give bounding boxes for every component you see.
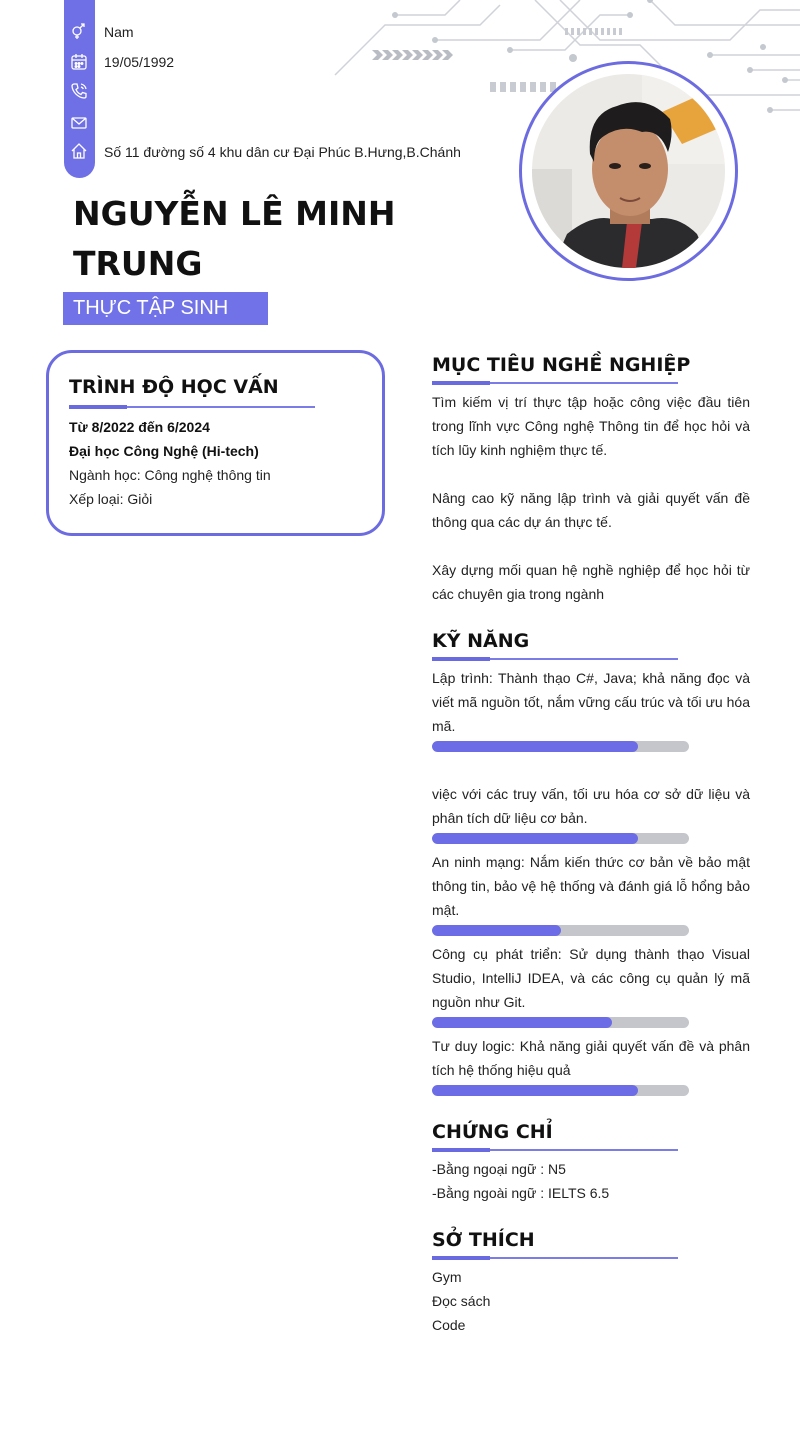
gender-icon: [70, 22, 88, 40]
candidate-name-line2: TRUNG: [73, 244, 203, 283]
skill-level-bar: [432, 925, 689, 936]
objective-paragraph-2: Nâng cao kỹ năng lập trình và giải quyết vấn đề thông qua các dự án thực tế.: [432, 490, 750, 530]
hobbies-divider-accent: [432, 1256, 490, 1260]
skill-level-bar: [432, 741, 689, 752]
objective-paragraph-1: Tìm kiếm vị trí thực tập hoặc công việc đầu tiên trong lĩnh vực Công nghệ Thông tin để học hỏi và tích lũy kinh nghiệm thực tế.: [432, 394, 750, 458]
calendar-icon: [70, 53, 88, 71]
hobby-item: Gym: [432, 1269, 462, 1285]
skill-text: việc với các truy vấn, tối ưu hóa cơ sở dữ liệu và phân tích dữ liệu cơ bản.: [432, 786, 750, 826]
education-grade: Xếp loại: Giỏi: [69, 491, 153, 507]
skill-level-bar: [432, 1085, 689, 1096]
skill-level-fill: [432, 741, 638, 752]
skill-text: Tư duy logic: Khả năng giải quyết vấn đề và phân tích hệ thống hiệu quả: [432, 1038, 750, 1078]
skill-level-fill: [432, 1085, 638, 1096]
skill-text: Lập trình: Thành thạo C#, Java; khả năng đọc và viết mã nguồn tốt, nắm vững cấu trúc và tối ưu hóa mã.: [432, 670, 750, 734]
skill-level-bar: [432, 1017, 689, 1028]
skill-text: Công cụ phát triển: Sử dụng thành thạo Visual Studio, IntelliJ IDEA, và các công cụ quản lý mã nguồn như Git.: [432, 946, 750, 1010]
objective-title: MỤC TIÊU NGHỀ NGHIỆP: [432, 354, 691, 376]
hobby-item: Code: [432, 1317, 466, 1333]
certificate-item: -Bằng ngoài ngữ : IELTS 6.5: [432, 1185, 610, 1201]
certificates-title: CHỨNG CHỈ: [432, 1121, 553, 1143]
education-title: TRÌNH ĐỘ HỌC VẤN: [69, 376, 279, 398]
home-icon: [70, 142, 88, 160]
skill-level-fill: [432, 833, 638, 844]
education-major: Ngành học: Công nghệ thông tin: [69, 467, 271, 483]
hobbies-title: SỞ THÍCH: [432, 1229, 535, 1251]
skill-text: An ninh mạng: Nắm kiến thức cơ bản về bảo mật thông tin, bảo vệ hệ thống và đánh giá lỗ hổng bảo mật.: [432, 854, 750, 918]
gender-text: Nam: [104, 24, 134, 40]
phone-icon: [70, 82, 88, 100]
education-divider-accent: [69, 405, 127, 409]
role-banner: THỰC TẬP SINH: [63, 292, 268, 325]
education-period: Từ 8/2022 đến 6/2024: [69, 419, 210, 435]
address-text: Số 11 đường số 4 khu dân cư Đại Phúc B.Hưng,B.Chánh: [104, 144, 461, 160]
skill-level-fill: [432, 1017, 612, 1028]
candidate-name: [73, 189, 493, 289]
profile-photo-frame: [519, 61, 738, 281]
education-school: Đại học Công Nghệ (Hi-tech): [69, 443, 259, 459]
certificate-item: -Bằng ngoại ngữ : N5: [432, 1161, 566, 1177]
profile-photo: [532, 74, 725, 268]
skill-level-bar: [432, 833, 689, 844]
email-icon: [70, 114, 88, 132]
candidate-name-line1: NGUYỄN LÊ MINH: [73, 194, 396, 233]
hobby-item: Đọc sách: [432, 1293, 491, 1309]
certificates-divider-accent: [432, 1148, 490, 1152]
birthday-text: 19/05/1992: [104, 54, 175, 70]
education-card: [46, 350, 385, 536]
skills-title: KỸ NĂNG: [432, 630, 530, 652]
skill-level-fill: [432, 925, 561, 936]
skills-divider-accent: [432, 657, 490, 661]
objective-paragraph-3: Xây dựng mối quan hệ nghề nghiệp để học hỏi từ các chuyên gia trong ngành: [432, 562, 750, 602]
objective-divider-accent: [432, 381, 490, 385]
